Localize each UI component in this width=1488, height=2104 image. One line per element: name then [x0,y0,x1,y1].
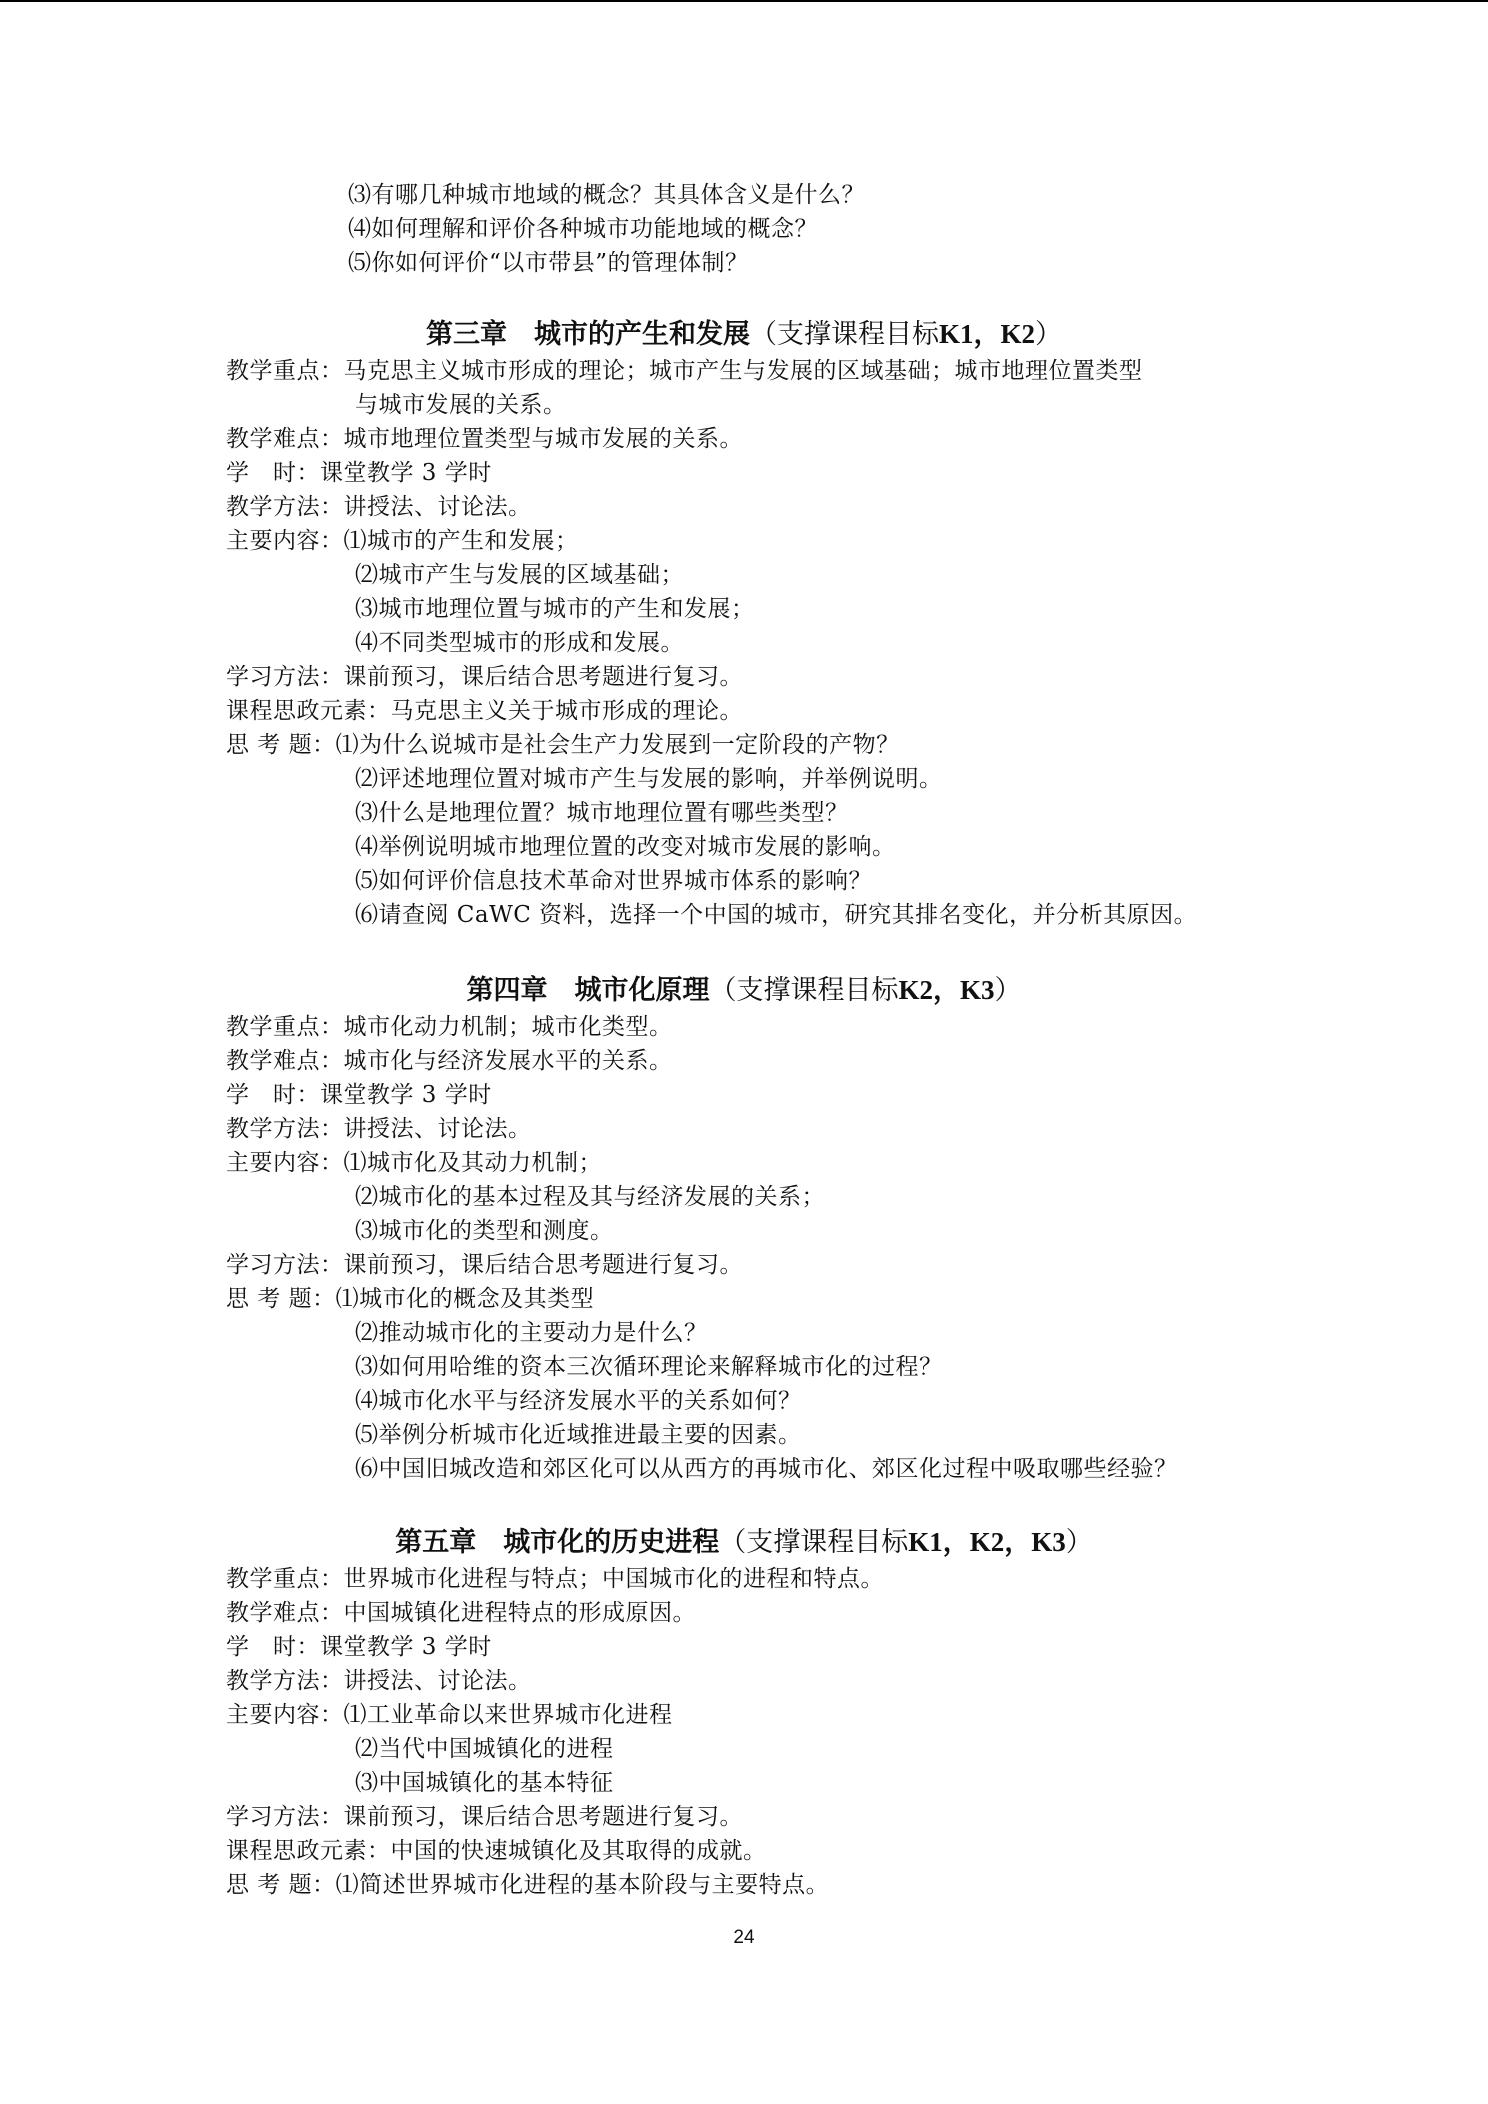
page-number: 24 [733,1927,755,1948]
method-line [226,1666,532,1696]
chapter-title: 第五章 城市化的历史进程 [395,1527,720,1558]
chapter-5-heading [0,1524,1488,1561]
key-points-label: 教学重点： [226,358,344,384]
method-text: 讲授法、讨论法。 [343,1116,532,1142]
list-item: ⑴城市的产生和发展； [343,528,579,554]
ideology-line [226,696,743,726]
list-item: ⑶有哪几种城市地域的概念？其具体含义是什么？ [348,182,865,208]
method-label: 教学方法： [226,494,344,520]
key-points-text: 马克思主义城市形成的理论；城市产生与发展的区域基础；城市地理位置类型 [343,358,1143,384]
key-points-line [226,1012,673,1042]
list-item: ⑷不同类型城市的形成和发展。 [355,630,684,656]
support-label: （支撑课程目标 [719,1527,909,1558]
list-item: ⑹中国旧城改造和郊区化可以从西方的再城市化、郊区化过程中吸取哪些经验？ [355,1456,1178,1482]
questions-line [226,730,900,760]
questions-label: 思 考 题： [226,1286,336,1312]
key-points-label: 教学重点： [226,1566,344,1592]
method-text: 讲授法、讨论法。 [343,1668,532,1694]
list-item: ⑴城市化及其动力机制； [343,1150,602,1176]
hours-line [226,1632,492,1662]
list-item: ⑶城市化的类型和测度。 [355,1218,614,1244]
list-item: ⑴简述世界城市化进程的基本阶段与主要特点。 [335,1872,830,1898]
study-method-line [226,662,743,692]
hours-text: 课堂教学 3 学时 [320,460,492,486]
difficulty-line [226,1598,696,1628]
method-label: 教学方法： [226,1116,344,1142]
difficulty-label: 教学难点： [226,1048,344,1074]
ideology-text: 中国的快速城镇化及其取得的成就。 [390,1838,767,1864]
list-item: ⑷举例说明城市地理位置的改变对城市发展的影响。 [355,834,896,860]
method-line [226,1114,532,1144]
content-line [226,1700,673,1730]
ideology-label: 课程思政元素： [226,1838,391,1864]
support-close: ） [1035,319,1062,350]
ideology-text: 马克思主义关于城市形成的理论。 [390,698,743,724]
key-points-text: 世界城市化进程与特点；中国城市化的进程和特点。 [343,1566,884,1592]
course-goals: K1，K2 [938,319,1035,349]
list-item: ⑷如何理解和评价各种城市功能地域的概念？ [348,216,818,242]
study-method-label: 学习方法： [226,664,344,690]
study-method-label: 学习方法： [226,1804,344,1830]
list-item: ⑵城市产生与发展的区域基础； [355,562,684,588]
key-points-line [226,356,1143,386]
key-points-text: 城市化动力机制；城市化类型。 [343,1014,673,1040]
questions-label: 思 考 题： [226,732,336,758]
difficulty-text: 中国城镇化进程特点的形成原因。 [343,1600,696,1626]
difficulty-line [226,1046,673,1076]
ideology-line [226,1836,767,1866]
hours-label: 学 时： [226,460,320,486]
list-item: ⑵城市化的基本过程及其与经济发展的关系； [355,1184,825,1210]
content-line [226,526,579,556]
study-method-text: 课前预习，课后结合思考题进行复习。 [343,664,743,690]
list-item: ⑴工业革命以来世界城市化进程 [343,1702,673,1728]
content-line [226,1148,602,1178]
method-text: 讲授法、讨论法。 [343,494,532,520]
study-method-text: 课前预习，课后结合思考题进行复习。 [343,1804,743,1830]
hours-label: 学 时： [226,1082,320,1108]
chapter-title: 第三章 城市的产生和发展 [425,319,750,350]
list-item: ⑵评述地理位置对城市产生与发展的影响，并举例说明。 [355,766,943,792]
list-item: ⑵推动城市化的主要动力是什么？ [355,1320,708,1346]
study-method-label: 学习方法： [226,1252,344,1278]
questions-line [226,1284,594,1314]
course-goals: K1，K2，K3 [908,1527,1066,1557]
support-close: ） [1065,1527,1093,1558]
content-label: 主要内容： [226,1702,344,1728]
study-method-text: 课前预习，课后结合思考题进行复习。 [343,1252,743,1278]
study-method-line [226,1250,743,1280]
chapter-title: 第四章 城市化原理 [466,975,710,1006]
difficulty-text: 城市化与经济发展水平的关系。 [343,1048,673,1074]
list-item: ⑷城市化水平与经济发展水平的关系如何？ [355,1388,802,1414]
study-method-line [226,1802,743,1832]
list-item: ⑴城市化的概念及其类型 [335,1286,595,1312]
difficulty-label: 教学难点： [226,426,344,452]
ideology-label: 课程思政元素： [226,698,391,724]
chapter-4-heading [0,972,1488,1009]
key-points-line [226,1564,884,1594]
list-item: ⑶中国城镇化的基本特征 [355,1770,614,1796]
course-goals: K2，K3 [898,975,995,1005]
questions-line [226,1870,829,1900]
difficulty-text: 城市地理位置类型与城市发展的关系。 [343,426,743,452]
questions-label: 思 考 题： [226,1872,336,1898]
hours-text: 课堂教学 3 学时 [320,1634,492,1660]
method-line [226,492,532,522]
hours-line [226,458,492,488]
content-label: 主要内容： [226,1150,344,1176]
hours-text: 课堂教学 3 学时 [320,1082,492,1108]
list-item: ⑶如何用哈维的资本三次循环理论来解释城市化的过程？ [355,1354,943,1380]
method-label: 教学方法： [226,1668,344,1694]
support-label: （支撑课程目标 [709,975,899,1006]
difficulty-line [226,424,743,454]
difficulty-label: 教学难点： [226,1600,344,1626]
support-close: ） [994,975,1022,1006]
list-item: ⑶什么是地理位置？城市地理位置有哪些类型？ [355,800,849,826]
hours-line [226,1080,492,1110]
list-item: ⑵当代中国城镇化的进程 [355,1736,614,1762]
list-item: ⑸举例分析城市化近域推进最主要的因素。 [355,1422,802,1448]
list-item: ⑹请查阅 CaWC 资料，选择一个中国的城市，研究其排名变化，并分析其原因。 [355,902,1198,928]
support-label: （支撑课程目标 [749,319,939,350]
list-item: ⑸如何评价信息技术革命对世界城市体系的影响？ [355,868,872,894]
content-label: 主要内容： [226,528,344,554]
list-item: ⑴为什么说城市是社会生产力发展到一定阶段的产物？ [335,732,900,758]
hours-label: 学 时： [226,1634,320,1660]
list-item: ⑶城市地理位置与城市的产生和发展； [355,596,755,622]
key-points-label: 教学重点： [226,1014,344,1040]
list-item: ⑸你如何评价“以市带县”的管理体制？ [348,250,749,276]
chapter-3-heading [0,316,1488,353]
key-points-continued: 与城市发展的关系。 [355,392,567,418]
